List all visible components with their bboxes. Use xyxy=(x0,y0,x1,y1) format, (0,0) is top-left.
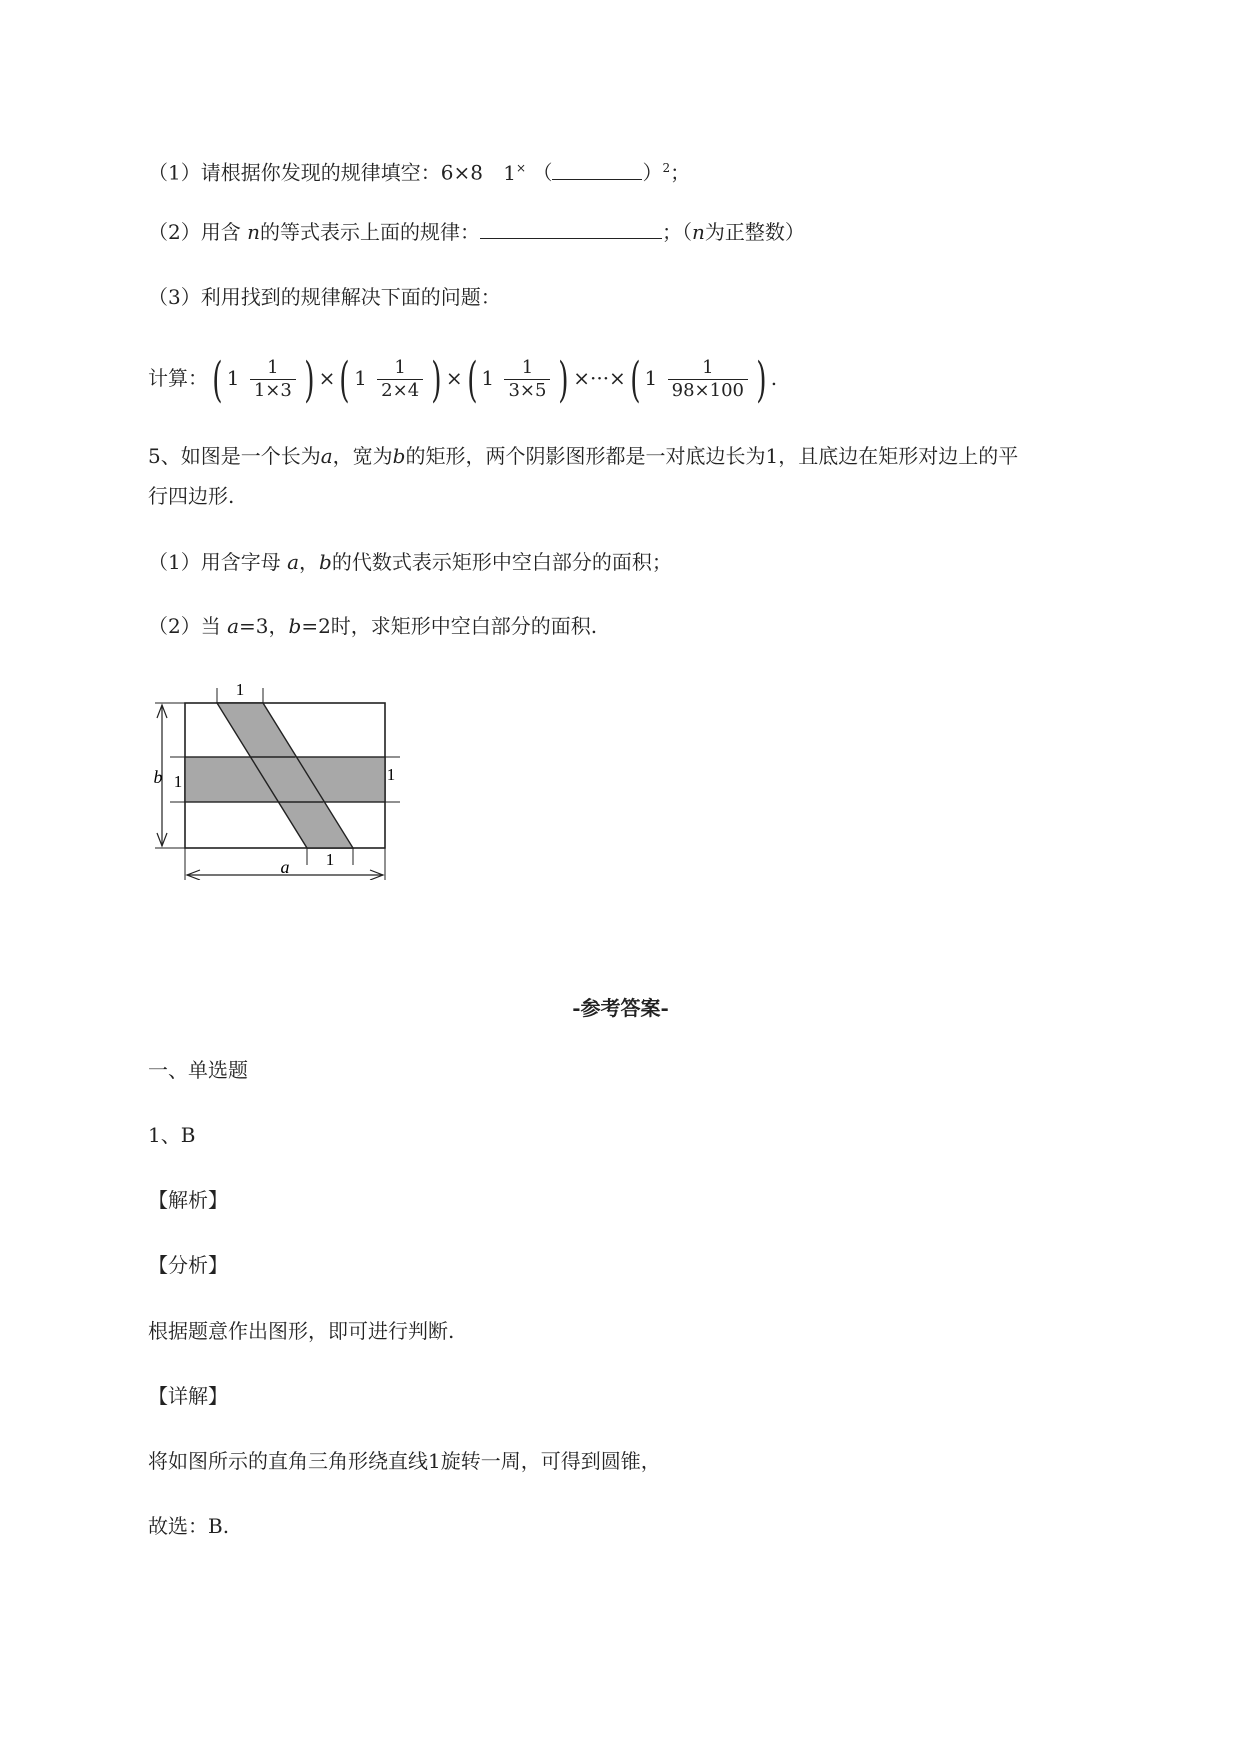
conclusion: 故选：B. xyxy=(148,1514,230,1538)
q4-part1-text: （1）请根据你发现的规律填空：6×8 xyxy=(148,160,483,185)
q5-line1 xyxy=(148,442,1018,470)
fraction-3 xyxy=(504,357,550,402)
times: × xyxy=(445,366,463,390)
label-top-1: 1 xyxy=(235,680,245,699)
paren-right: ) xyxy=(756,351,767,408)
answer-item-1: 1、B xyxy=(148,1123,196,1147)
rectangle-figure xyxy=(140,680,400,880)
q4-part1-sup: × xyxy=(516,161,527,175)
label-b: b xyxy=(153,767,163,787)
q4-part3: （3）利用找到的规律解决下面的问题： xyxy=(148,285,501,309)
q4-part1-open: （ xyxy=(532,160,553,185)
times: × xyxy=(318,366,336,390)
xiangjie-label: 【详解】 xyxy=(148,1384,228,1408)
q5-part1-var-a: a xyxy=(287,550,300,574)
paren-left: ( xyxy=(212,351,223,408)
label-right-1: 1 xyxy=(386,765,396,784)
paren-left: ( xyxy=(630,351,641,408)
q4-part2-blank[interactable] xyxy=(480,220,662,239)
calc-one: 1 xyxy=(481,366,495,390)
q5-part1-a: （1）用含字母 xyxy=(148,550,281,574)
calc-label: 计算： xyxy=(148,366,208,390)
fenxi-text: 根据题意作出图形，即可进行判断. xyxy=(148,1319,455,1343)
label-a: a xyxy=(280,857,290,877)
fraction-3-den: 3×5 xyxy=(508,380,547,401)
paren-right: ) xyxy=(431,351,442,408)
q4-part1-close: ） xyxy=(642,160,663,185)
q4-part2-tail: 为正整数） xyxy=(704,220,805,244)
q5-part1-var-b: b xyxy=(319,550,332,574)
q5-part2-var-a: a xyxy=(227,614,240,638)
q4-part2-prefix: （2）用含 xyxy=(148,220,241,244)
q5-part2-b: =3， xyxy=(239,614,289,638)
dots: ×···× xyxy=(573,366,626,390)
q4-part2 xyxy=(148,218,805,246)
jiexi-label: 【解析】 xyxy=(148,1188,228,1212)
fraction-4 xyxy=(668,357,748,402)
fenxi-label: 【分析】 xyxy=(148,1253,228,1277)
q4-part2-var-n: n xyxy=(247,220,260,244)
xiangjie-text: 将如图所示的直角三角形绕直线1旋转一周，可得到圆锥， xyxy=(148,1449,661,1473)
q5-part2-a: （2）当 xyxy=(148,614,221,638)
paren-right: ) xyxy=(304,351,315,408)
fraction-4-den: 98×100 xyxy=(671,380,744,401)
q5-text-a: 5、如图是一个长为 xyxy=(148,444,321,468)
label-left-1: 1 xyxy=(173,772,183,791)
calc-one: 1 xyxy=(226,366,240,390)
fraction-2 xyxy=(377,357,423,402)
fraction-3-num: 1 xyxy=(504,357,550,380)
fraction-4-num: 1 xyxy=(668,357,748,380)
q5-part1-b: ， xyxy=(299,550,320,574)
fraction-2-num: 1 xyxy=(377,357,423,380)
q5-part2 xyxy=(148,612,597,640)
q4-part2-var-n2: n xyxy=(691,220,705,244)
q4-part1-blank[interactable] xyxy=(552,161,642,180)
fraction-1-den: 1×3 xyxy=(253,380,292,401)
paren-left: ( xyxy=(466,351,478,408)
q5-var-a: a xyxy=(320,444,333,468)
q5-text-c: 的矩形，两个阴影图形都是一对底边长为1，且底边在矩形对边上的平 xyxy=(405,444,1019,468)
fraction-1-num: 1 xyxy=(250,357,296,380)
fraction-2-den: 2×4 xyxy=(381,380,420,401)
fraction-1 xyxy=(250,357,296,402)
calc-end: . xyxy=(770,366,778,390)
q5-part2-var-b: b xyxy=(288,614,302,638)
paren-right: ) xyxy=(558,351,570,408)
q4-part1-exponent: 2 xyxy=(662,161,671,175)
q4-part1 xyxy=(148,154,690,187)
calc-one: 1 xyxy=(644,366,658,390)
q5-part1 xyxy=(148,548,672,576)
q5-var-b: b xyxy=(392,444,406,468)
q4-part2-mid: 的等式表示上面的规律： xyxy=(259,220,480,244)
q4-calc xyxy=(148,350,777,406)
q4-part2-end: ；（ xyxy=(661,220,692,244)
paren-left: ( xyxy=(339,351,350,408)
q5-text-b: ，宽为 xyxy=(332,444,393,468)
q4-part1-one: 1 xyxy=(503,160,517,185)
q5-part2-c: =2时，求矩形中空白部分的面积. xyxy=(301,614,598,638)
answers-heading: -参考答案- xyxy=(572,996,669,1020)
answers-section: 一、单选题 xyxy=(148,1058,248,1082)
q5-line2: 行四边形. xyxy=(148,484,235,508)
calc-one: 1 xyxy=(354,366,367,390)
label-bottom-1: 1 xyxy=(325,850,335,869)
q5-part1-c: 的代数式表示矩形中空白部分的面积； xyxy=(331,550,672,574)
q4-part1-end: ； xyxy=(670,160,691,185)
